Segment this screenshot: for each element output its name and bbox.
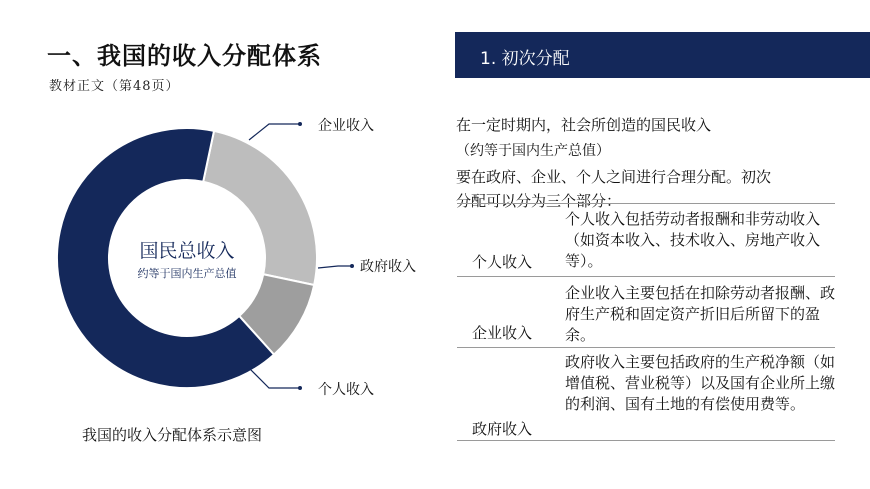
leader-dot-personal xyxy=(298,386,302,390)
leader-line-personal xyxy=(249,368,300,388)
table-divider xyxy=(457,347,835,348)
slice-label-enterprise: 企业收入 xyxy=(318,118,374,134)
leader-dot-government xyxy=(350,264,354,268)
intro-line-2: （约等于国内生产总值） xyxy=(456,143,610,159)
row-label-personal: 个人收入 xyxy=(472,253,533,271)
row-label-government: 政府收入 xyxy=(472,420,533,438)
textbook-reference: 教材正文（第48页） xyxy=(49,79,180,94)
intro-line-1: 在一定时期内，社会所创造的国民收入 xyxy=(456,116,712,134)
page-title: 一、我国的收入分配体系 xyxy=(47,42,322,70)
center-subtitle: 约等于国内生产总值 xyxy=(137,267,237,280)
table-divider xyxy=(457,440,835,441)
income-distribution-donut-chart xyxy=(0,100,450,420)
leader-dot-enterprise xyxy=(298,122,302,126)
intro-line-3: 要在政府、企业、个人之间进行合理分配。初次 xyxy=(456,168,772,186)
table-divider xyxy=(457,203,835,204)
center-title: 国民总收入 xyxy=(139,240,235,262)
row-desc-enterprise: 企业收入主要包括在扣除劳动者报酬、政府生产税和固定资产折旧后所留下的盈余。 xyxy=(565,284,836,344)
row-label-enterprise: 企业收入 xyxy=(472,324,533,342)
leader-line-enterprise xyxy=(249,124,300,140)
chart-caption: 我国的收入分配体系示意图 xyxy=(82,426,263,444)
intro-line-4: 分配可以分为三个部分： xyxy=(456,192,622,210)
section-header-title: 1. 初次分配 xyxy=(480,49,570,69)
slice-label-personal: 个人收入 xyxy=(318,382,374,398)
table-divider xyxy=(457,276,835,277)
slice-label-government: 政府收入 xyxy=(360,259,416,275)
row-desc-government: 政府收入主要包括政府的生产税净额（如增值税、营业税等）以及国有企业所上缴的利润、国有土地的有偿使用费等。 xyxy=(565,353,836,413)
leader-line-government xyxy=(318,266,352,268)
row-desc-personal: 个人收入包括劳动者报酬和非劳动收入（如资本收入、技术收入、房地产收入等）。 xyxy=(565,210,821,270)
